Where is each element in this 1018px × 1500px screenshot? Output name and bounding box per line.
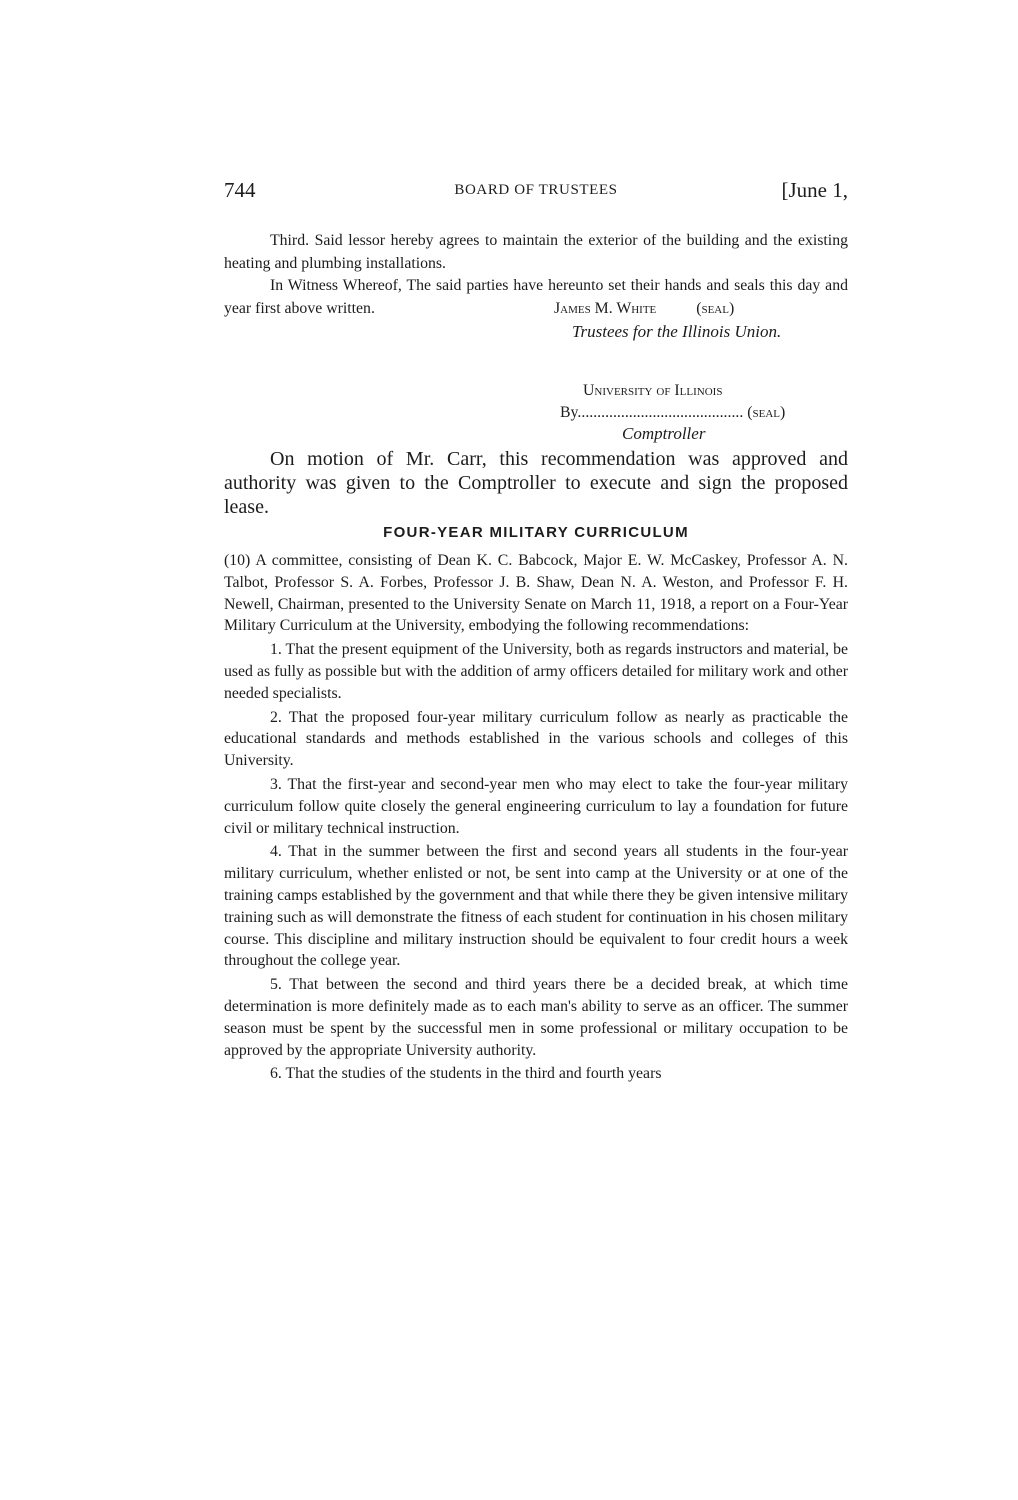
recommendation-2: 2. That the proposed four-year military curriculum follow as nearly as practicable the educational standards and methods established in the various schools and colleges of this University. bbox=[224, 708, 848, 770]
header-date: [June 1, bbox=[781, 178, 848, 202]
signer-title: Trustees for the Illinois Union. bbox=[572, 322, 782, 341]
recommendation-3: 3. That the first-year and second-year men who may elect to take the four-year military curriculum follow quite closely the general engineering curriculum to lay a foundation for future civil or military technical instruction. bbox=[224, 775, 848, 837]
motion-text: On motion of Mr. Carr, this recommendation was approved and authority was given to the Comptroller to execute and sign the proposed lease. bbox=[224, 448, 848, 518]
seal-label-2: (seal) bbox=[747, 404, 786, 421]
running-title: BOARD OF TRUSTEES bbox=[454, 182, 618, 198]
recommendation-6: 6. That the studies of the students in the third and fourth years bbox=[270, 1065, 662, 1083]
report-intro: (10) A committee, consisting of Dean K. C. Babcock, Major E. W. McCaskey, Professor A. N. Talbot, Professor S. A. Forbes, Professor J. B. Shaw, Dean N. A. Weston, and Professor F. H. Newell, Chairman, presented to the University Senate on March 11, 1918, a report on a Four-Year Military Curriculum at the University, embodying the following recommendations: bbox=[224, 552, 848, 635]
clause-third: Third. Said lessor hereby agrees to maintain the exterior of the building and the existing heating and plumbing installations. bbox=[224, 232, 848, 272]
page-number: 744 bbox=[224, 178, 256, 202]
signature-block-1 bbox=[554, 298, 734, 319]
motion-paragraph bbox=[224, 447, 848, 519]
comptroller-title: Comptroller bbox=[622, 424, 706, 443]
lease-clauses bbox=[224, 230, 848, 320]
recommendation-4: 4. That in the summer between the first and second years all students in the four-year military curriculum, whether enlisted or not, be sent into camp at the University or at one of the training camps established by the government and that while there they be given intensive military training such as will demonstrate the fitness of each student for continuation in his chosen military course. This discipline and military instruction should be equivalent to four credit hours a week throughout the college year. bbox=[224, 843, 848, 970]
signature-block-2 bbox=[560, 402, 785, 423]
signer-organization: University of Illinois bbox=[583, 382, 723, 399]
by-label: By bbox=[560, 404, 578, 421]
signature-line: .......................................... bbox=[577, 404, 744, 421]
clause-witness: In Witness Whereof, The said parties have hereunto set their hands and seals this day and year first above written. bbox=[224, 277, 848, 317]
seal-label: (seal) bbox=[696, 300, 735, 317]
page-header bbox=[224, 178, 848, 212]
committee-report bbox=[224, 550, 848, 1085]
recommendation-1: 1. That the present equipment of the University, both as regards instructors and material, be used as fully as possible but with the addition of army officers detailed for military work and other needed specialists. bbox=[224, 641, 848, 702]
signer-name: James M. White bbox=[554, 300, 657, 317]
section-heading: FOUR-YEAR MILITARY CURRICULUM bbox=[383, 524, 689, 541]
recommendation-5: 5. That between the second and third years there be a decided break, at which time determination is more definitely made as to each man's ability to serve as an officer. The summer season must be spent by the successful men in some professional or military occupation to be approved by the appropriate University authority. bbox=[224, 976, 848, 1059]
